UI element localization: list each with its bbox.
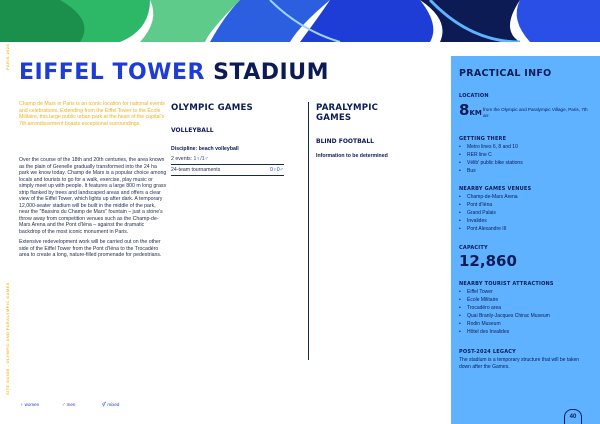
distance bbox=[459, 101, 482, 120]
distance-unit: KM bbox=[469, 109, 482, 117]
side-label-bottom: SITE GUIDE - OLYMPIC AND PARALYMPIC GAMES bbox=[5, 282, 10, 395]
list-item: • École Militaire bbox=[459, 296, 550, 304]
body-paragraph: Extensive redevelopment work will be carried out on the other side of the Eiffel Tower from the Pont d'Iéna to the Trocadéro area to create a long, nature-filled promenade for pedestrians. bbox=[19, 239, 162, 258]
body-paragraph: Over the course of the 18th and 20th centuries, the area known as the plain of Grenelle gradually transformed into the 24 ha park we know today. Champ de Mars is a popular choice among locals and tourists to go for a walk, exercise, play music or simply meet up with people. It features a large 800 m long grass strip flanked by trees and landscaped areas and offers a clear view of the Eiffel Tower, which lights up after dark. A temporary 12,000-seater stadium will be built in the middle of the park, near the "Bassins du Champ de Mars" fountain – just a stone's throw away from competition venues such as the Champ-de-Mars Arena and the Pont d'Iéna – against the dramatic backdrop of the most iconic monument in Paris. bbox=[19, 157, 167, 235]
column-divider bbox=[308, 102, 309, 360]
attractions-heading: NEARBY TOURIST ATTRACTIONS bbox=[459, 281, 554, 287]
getting-there-list bbox=[459, 143, 523, 175]
list-item: • Quai Branly-Jacques Chirac Museum bbox=[459, 312, 550, 320]
olympic-column bbox=[171, 104, 301, 162]
legend-mixed bbox=[102, 402, 119, 408]
list-item: • Hôtel des Invalides bbox=[459, 328, 550, 336]
distance-value: 8 bbox=[459, 101, 470, 119]
tournament-men: 0 bbox=[276, 167, 280, 173]
olympic-sport: VOLLEYBALL bbox=[171, 126, 214, 134]
list-item: • Trocadéro area bbox=[459, 304, 550, 312]
legend-label: women bbox=[24, 402, 40, 407]
page-title bbox=[19, 60, 329, 85]
practical-info-panel bbox=[451, 56, 600, 424]
side-label-top: PARIS 2024 bbox=[5, 44, 10, 70]
list-item: • Pont d'Iéna bbox=[459, 201, 518, 209]
legacy-text: The stadium is a temporary structure that will be taken down after the Games. bbox=[459, 357, 580, 370]
legacy-heading: POST-2024 LEGACY bbox=[459, 349, 516, 355]
paralympic-column bbox=[316, 104, 436, 159]
women-icon: ♀ bbox=[196, 155, 201, 162]
list-item: • Grand Palais bbox=[459, 209, 518, 217]
legend-label: men bbox=[66, 402, 76, 407]
paralympic-sport: BLIND FOOTBALL bbox=[316, 138, 374, 145]
panel-title: PRACTICAL INFO bbox=[459, 68, 552, 79]
women-icon: ♀ bbox=[20, 402, 24, 407]
table-rule bbox=[171, 175, 284, 176]
events-women: 1 bbox=[193, 155, 197, 162]
location-heading: LOCATION bbox=[459, 93, 489, 99]
location-text: from the Olympic and Paralympic Village, Paris, 7th arr. bbox=[483, 107, 588, 118]
list-item: • Invalides bbox=[459, 217, 518, 225]
events-label: 2 events: bbox=[171, 155, 193, 162]
paralympic-heading: PARALYMPIC GAMES bbox=[316, 103, 379, 123]
attractions-list bbox=[459, 288, 550, 336]
page-number: 40 bbox=[564, 409, 582, 424]
list-item: • RER line C bbox=[459, 151, 523, 159]
olympic-heading: OLYMPIC GAMES bbox=[171, 103, 253, 113]
tournament-women: 0 bbox=[270, 167, 273, 173]
olympic-tournament: 24-team tournaments bbox=[171, 167, 221, 173]
getting-there-heading: GETTING THERE bbox=[459, 136, 507, 142]
mixed-icon: ⚥ bbox=[102, 402, 107, 407]
intro-paragraph: Champ de Mars in Paris is an iconic location for national events and celebrations. Extending from the Eiffel Tower to the École Militaire, this large public urban park at the heart of the capital's 7th arrondissement boasts exceptional surroundings. bbox=[19, 101, 165, 127]
men-icon: ♂ bbox=[62, 402, 66, 407]
list-item: • Champ-de-Mars Arena bbox=[459, 193, 518, 201]
tournament-counts bbox=[270, 167, 284, 173]
decorative-banner bbox=[0, 0, 600, 42]
nearby-venues-list bbox=[459, 193, 518, 233]
body-text bbox=[19, 157, 167, 263]
paralympic-info: Information to be determined bbox=[316, 153, 388, 159]
legend-women bbox=[20, 402, 39, 407]
olympic-discipline: Discipline: beach volleyball bbox=[171, 145, 239, 152]
nearby-venues-heading: NEARBY GAMES VENUES bbox=[459, 186, 532, 192]
capacity-value: 12,860 bbox=[459, 252, 517, 270]
title-part-1: EIFFEL TOWER bbox=[19, 60, 205, 85]
men-icon: ♂ bbox=[204, 155, 209, 162]
men-icon: ♂ bbox=[279, 167, 284, 173]
table-rule bbox=[171, 164, 284, 165]
list-item: • Eiffel Tower bbox=[459, 288, 550, 296]
events-men: 1 bbox=[201, 155, 205, 162]
women-icon: ♀ bbox=[272, 167, 277, 173]
list-item: • Rodin Museum bbox=[459, 320, 550, 328]
legend-men bbox=[62, 402, 75, 407]
legend-label: mixed bbox=[107, 402, 120, 407]
list-item: • Metro lines 6, 8 and 10 bbox=[459, 143, 523, 151]
list-item: • Bus bbox=[459, 167, 523, 175]
list-item: • Pont Alexandre III bbox=[459, 225, 518, 233]
olympic-events: 2 events: 1♀/1♂ bbox=[171, 155, 209, 162]
title-part-2: STADIUM bbox=[213, 60, 329, 85]
capacity-heading: CAPACITY bbox=[459, 245, 488, 251]
list-item: • Vélib' public bike stations bbox=[459, 159, 523, 167]
